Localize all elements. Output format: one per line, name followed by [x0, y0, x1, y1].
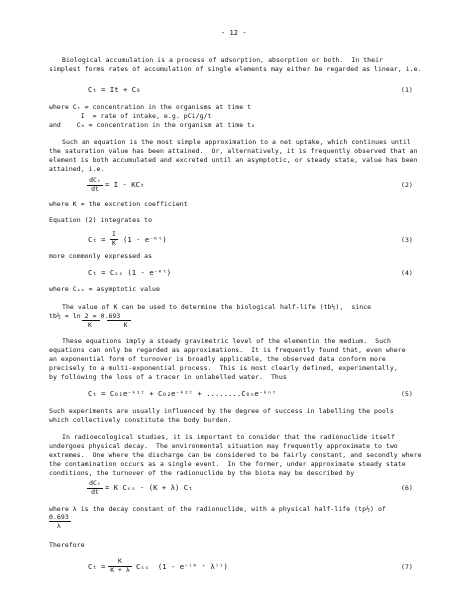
- equation-2: = I - KCₜ: [105, 180, 145, 189]
- equation-3-lhs: Cₜ =: [88, 235, 106, 244]
- paragraph-line: conditions, the turnover of the radionuclide by the biota may be described by: [49, 469, 355, 477]
- equation-5: Cₜ = C₀₁e⁻ᵏ¹ᵗ + C₀₂e⁻ᵏ²ᵗ + ........C₀ₙe⁻ᵏⁿᵗ: [88, 389, 277, 398]
- fraction-denominator: K + λ: [110, 566, 130, 574]
- paragraph-line: more commonly expressed as: [49, 252, 153, 260]
- equation-number: (1): [401, 86, 413, 94]
- definition-line: where Cₜ = concentration in the organisms at time t: [49, 103, 252, 111]
- paragraph-line: undergoes physical decay. The environmental situation may frequently approximate to two: [49, 442, 398, 450]
- half-life-denominators: K K: [88, 321, 128, 329]
- paragraph-line: an exponential form of turnover is broadly applicable, the observed data conform more: [49, 355, 386, 363]
- paragraph-line: precisely to a multi-exponential process. This is most clearly defined, experimentally,: [49, 364, 398, 372]
- equation-7-lhs: Cₜ =: [88, 562, 106, 571]
- paragraph-line: element is both accumulated and excreted until an asymptotic, or steady state, value has been: [49, 156, 418, 164]
- paragraph-line: Such experiments are usually influenced by the degree of success in labelling the pools: [49, 407, 394, 415]
- paragraph-line: In radioecological studies, it is important to consider that the radionuclide itself: [62, 433, 395, 441]
- paragraph-line: by following the loss of a tracer in unlabelled water. Thus: [49, 373, 287, 381]
- fraction-numerator: dCₜ: [89, 176, 101, 184]
- fraction-numerator: dCₜ: [89, 479, 101, 487]
- fraction-numerator: K: [118, 557, 122, 565]
- definition-line: and C₀ = concentration in the organism at time t₀: [49, 121, 256, 129]
- definition-line: where K = the excretion coefficient: [49, 200, 188, 208]
- page-number: - 12 -: [221, 29, 247, 37]
- paragraph-line: Biological accumulation is a process of adsorption, absorption or both. In their: [62, 56, 384, 64]
- paragraph-line: Therefore: [49, 541, 85, 549]
- paragraph-line: attained, i.e.: [49, 165, 105, 173]
- equation-number: (3): [401, 236, 413, 244]
- paragraph-line: the saturation value has been attained. Or, alternatively, it is frequently observed that an: [49, 147, 418, 155]
- decay-fraction-numerator: 0.693: [49, 513, 69, 521]
- fraction-numerator: I: [112, 230, 116, 238]
- equation-number: (4): [401, 269, 413, 277]
- fraction-denominator: K: [112, 239, 116, 247]
- decay-fraction-denominator: λ: [49, 522, 61, 530]
- equation-3: (1 - e⁻ᴷᵗ): [123, 235, 167, 244]
- definition-line: where Cₛₛ = asymptotic value: [49, 285, 160, 293]
- fraction-denominator: dt: [91, 185, 99, 193]
- paragraph-line: The value of K can be used to determine the biological half-life (tb½), since: [62, 303, 372, 311]
- paragraph-line: Such an equation is the most simple approximation to a net uptake, which continues until: [62, 138, 411, 146]
- paragraph-line: extremes. One where the discharge can be considered to be fairly constant, and secondly where: [49, 451, 422, 459]
- equation-1: Cₜ = It + C₀: [88, 85, 141, 94]
- paragraph-line: equations can only be regarded as approximations. It is frequently found that, even where: [49, 346, 406, 354]
- equation-number: (7): [401, 563, 413, 571]
- half-life-formula: tb½ = ln 2 = 0.693: [49, 312, 121, 320]
- paragraph-line: which collectively constitute the body burden.: [49, 416, 232, 424]
- equation-number: (5): [401, 390, 413, 398]
- equation-6: = K Cₛₛ - (K + λ) Cₜ: [105, 483, 193, 492]
- definition-line: I = rate of intake, e.g. pCi/g/t: [49, 112, 212, 120]
- fraction-denominator: dt: [91, 488, 99, 496]
- paragraph-line: the contamination occurs as a single event. In the former, under approximate steady state: [49, 460, 406, 468]
- equation-4: Cₜ = Cₛₛ (1 - e⁻ᴷᵗ): [88, 268, 172, 277]
- paragraph-line: These equations imply a steady gravimetric level of the elementin the medium. Such: [62, 337, 391, 345]
- paragraph-line: simplest forms rates of accumulation of single elements may either be regarded as linear, i.e.: [49, 65, 422, 73]
- paragraph-line: Equation (2) integrates to: [49, 216, 153, 224]
- equation-number: (2): [401, 181, 413, 189]
- paragraph-line: where λ is the decay constant of the radionuclide, with a physical half-life (tp½) of: [49, 505, 386, 513]
- equation-number: (6): [401, 484, 413, 492]
- equation-7: Cₛₛ (1 - e⁻⁽ᴷ ⁺ λ⁾ᵗ): [136, 562, 228, 571]
